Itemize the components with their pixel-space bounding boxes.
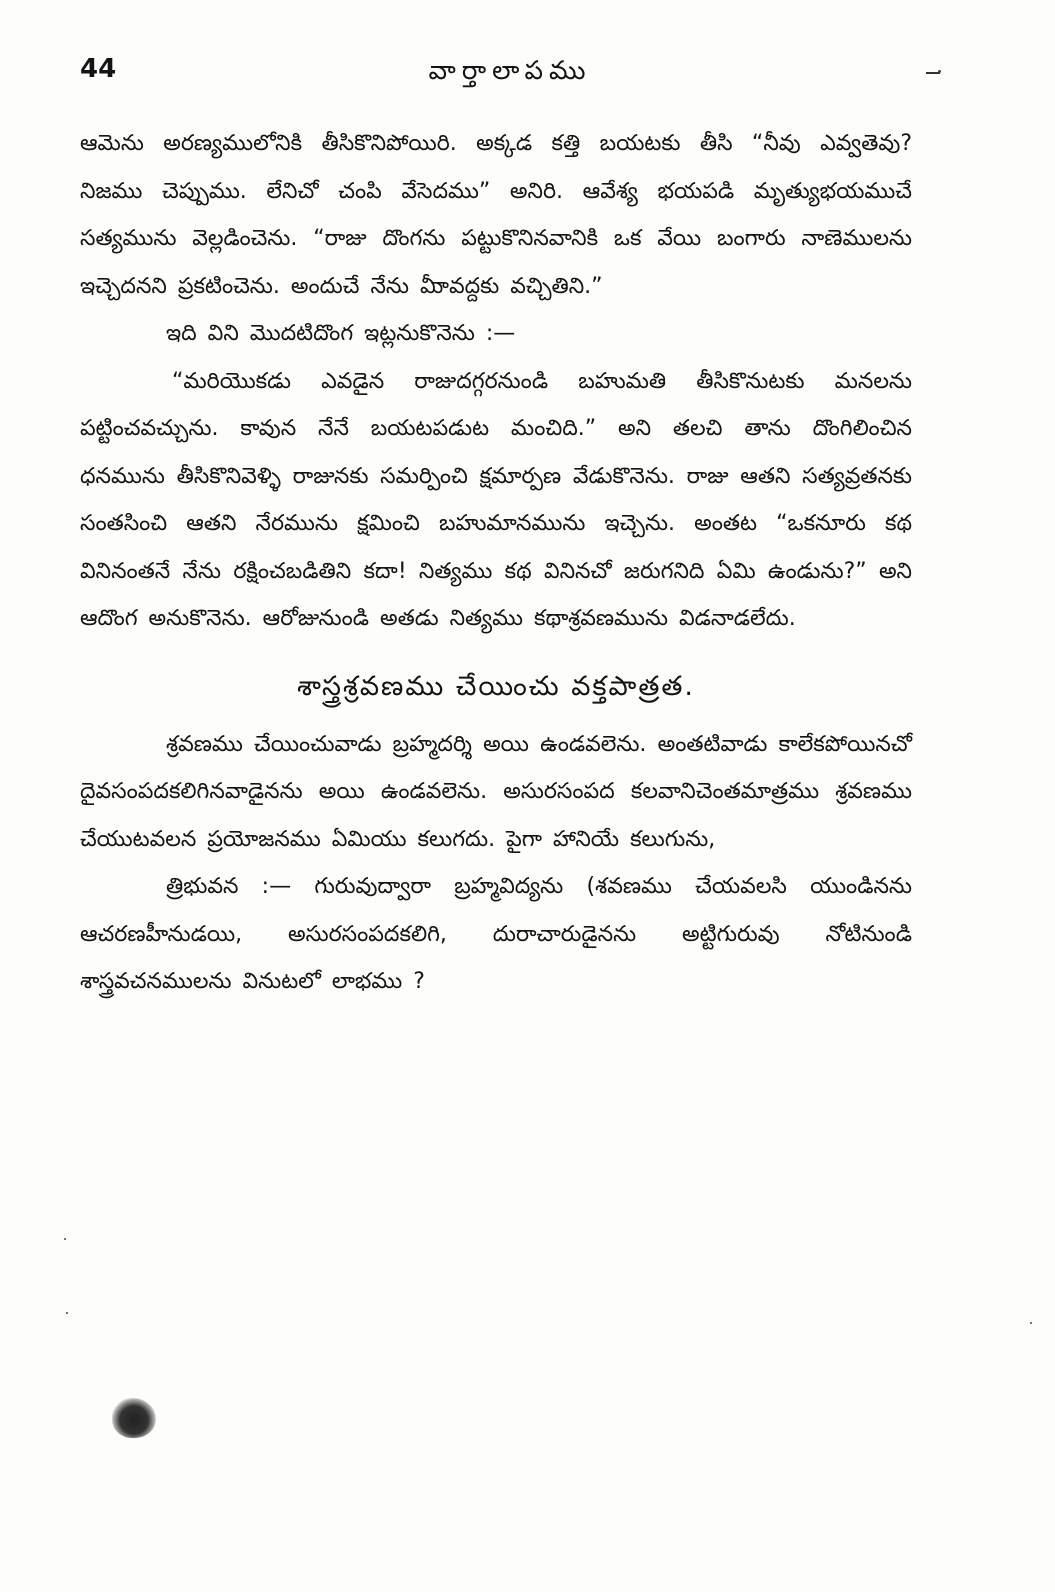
print-speck — [64, 1238, 66, 1240]
paragraph-speaker-qualification: శ్రవణము చేయించువాడు బ్రహ్మదర్శి అయి ఉండవలెను. అంతటివాడు కాలేకపోయినచో దైవసంపదకలిగినవాడైనను అయి ఉండవలెను. అసురసంపద కలవానిచెంతమాత్రము శ్రవణము చేయుటవలన ప్రయోజనము ఏమియు కలుగదు. పైగా హానియే కలుగును, — [80, 731, 912, 852]
section-heading: శాస్త్రశ్రవణము చేయించు వక్తపాత్రత. — [297, 670, 695, 702]
print-speck — [1030, 1322, 1032, 1324]
print-speck — [938, 70, 941, 73]
ink-blot-stain — [112, 1398, 156, 1438]
running-title: వార్తాలాపము — [428, 56, 592, 86]
print-speck — [66, 1312, 68, 1314]
page-body — [80, 120, 912, 1006]
paragraph-thief-confession: “మరియొకడు ఎవడైన రాజుదగ్గరనుండి బహుమతి తీసికొనుటకు మనలను పట్టించవచ్చును. కావున నేనే బయటపడుట మంచిది.” అని తలచి తాను దొంగిలించిన ధనమును తీసికొనివెళ్ళి రాజునకు సమర్పించి క్షమార్పణ వేడుకొనెను. రాజు ఆతని సత్యవ్రతనకు సంతసించి ఆతని నేరమును క్షమించి బహుమానమును ఇచ్చెను. అంతట “ఒకనూరు కథ వినినంతనే నేను రక్షించబడితిని కదా! నిత్యము కథ వినినచో జరుగనిది ఏమి ఉండును?” అని ఆదొంగ అనుకొనెను. ఆరోజునుండి అతడు నిత్యము కథాశ్రవణమును విడనాడలేదు. — [80, 368, 912, 631]
page-number: 44 — [80, 54, 117, 84]
page-header — [80, 52, 940, 96]
paragraph-question: త్రిభువన :— గురువుద్వారా బ్రహ్మవిద్యను (శవణము చేయవలసి యుండినను ఆచరణహీనుడయి, అసురసంపదకలిగి, దురాచారుడైనను అట్టిగురువు నోటినుండి శాస్త్రవచనములను వినుటలో లాభము ? — [80, 874, 912, 994]
paragraph-thief-thought-intro: ఇది విని మొదటిదొంగ ఇట్లనుకొనెను :— — [166, 321, 516, 346]
paragraph-story-continuation: ఆమెను అరణ్యములోనికి తీసికొనిపోయిరి. అక్కడ కత్తి బయటకు తీసి “నీవు ఎవ్వతెవు? నిజము చెప్పుము. లేనిచో చంపి వేసెదము” అనిరి. ఆవేశ్య భయపడి మృత్యుభయముచే సత్యమును వెల్లడించెను. “రాజు దొంగను పట్టుకొనినవానికి ఒక వేయి బంగారు నాణెములను ఇచ్చెదనని ప్రకటించెను. అందుచే నేను మీావద్దకు వచ్చితిని.” — [80, 131, 912, 299]
